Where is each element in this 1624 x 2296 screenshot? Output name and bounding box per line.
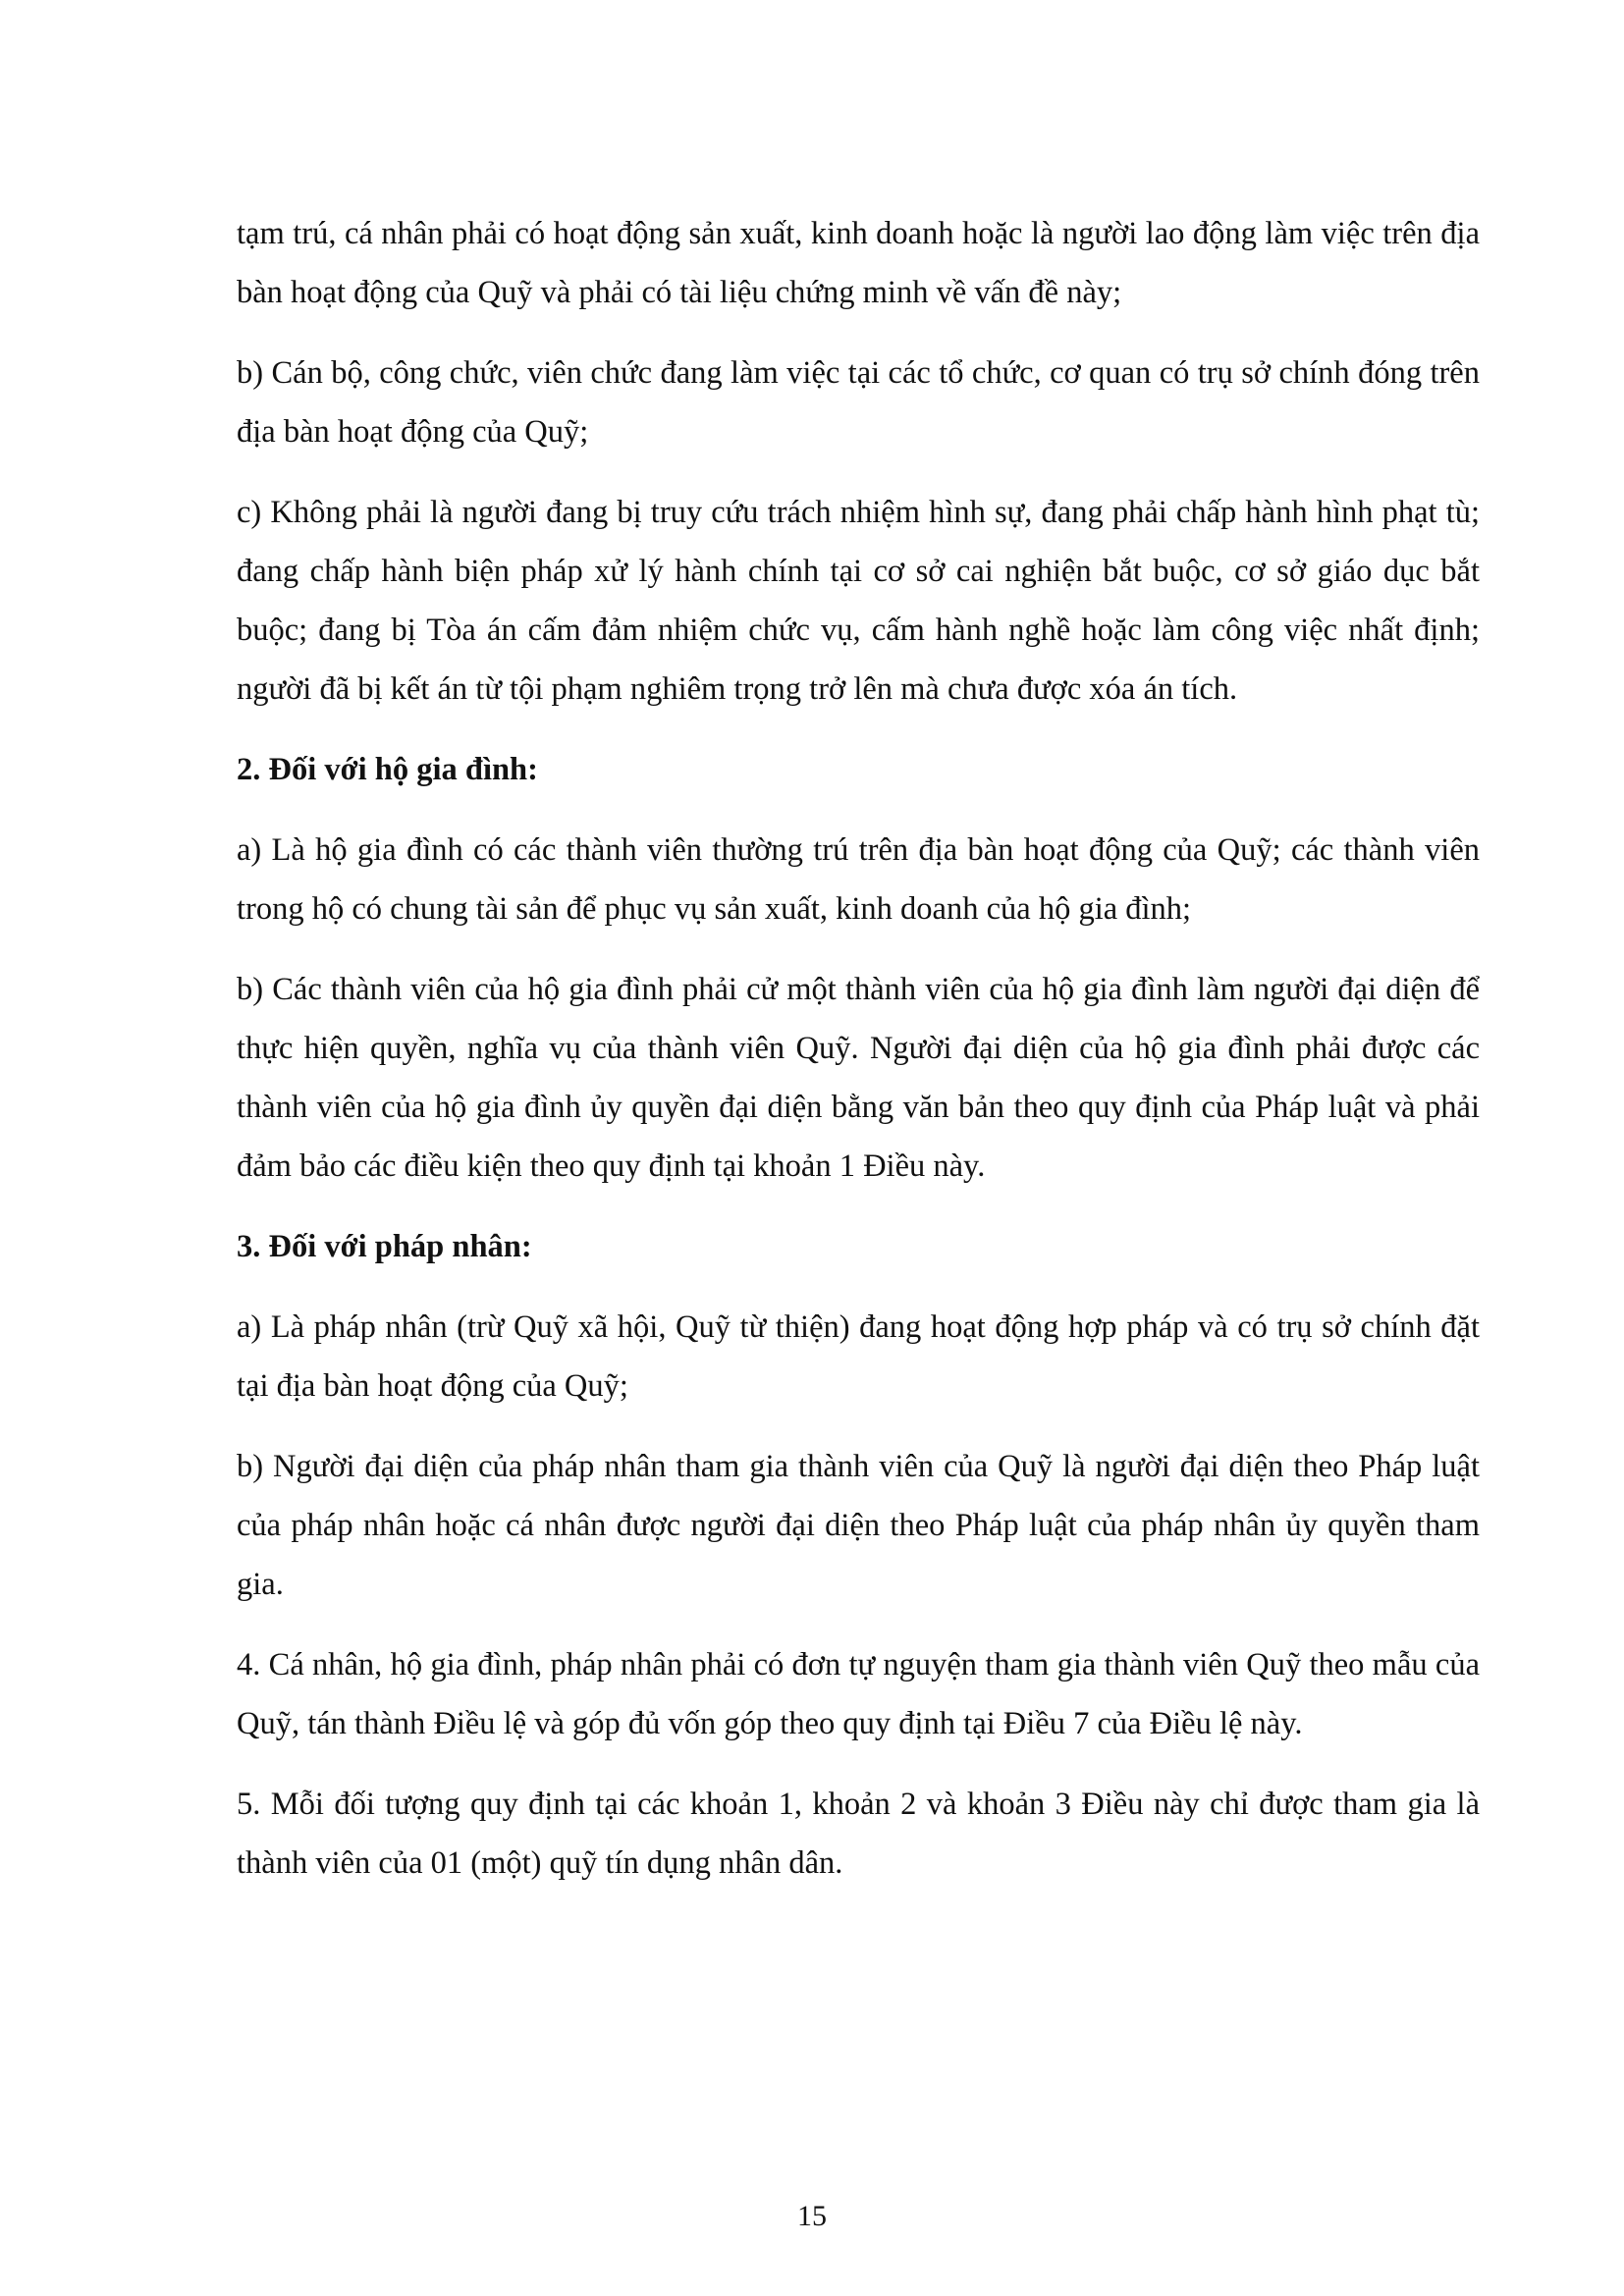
paragraph-1: tạm trú, cá nhân phải có hoạt động sản xuất, kinh doanh hoặc là người lao động làm việc trên địa bàn hoạt động của Quỹ và phải có tài liệu chứng minh về vấn đề này; [237, 216, 1480, 310]
paragraph-6: a) Là pháp nhân (trừ Quỹ xã hội, Quỹ từ thiện) đang hoạt động hợp pháp và có trụ sở chính đặt tại địa bàn hoạt động của Quỹ; [237, 1309, 1480, 1404]
paragraph-3: c) Không phải là người đang bị truy cứu trách nhiệm hình sự, đang phải chấp hành hình phạt tù; đang chấp hành biện pháp xử lý hành chính tại cơ sở cai nghiện bắt buộc, cơ sở giáo dục bắt buộc; đang bị Tòa án cấm đảm nhiệm chức vụ, cấm hành nghề hoặc làm công việc nhất định; người đã bị kết án từ tội phạm nghiêm trọng trở lên mà chưa được xóa án tích. [237, 495, 1480, 707]
paragraph-5: b) Các thành viên của hộ gia đình phải cử một thành viên của hộ gia đình làm người đại diện để thực hiện quyền, nghĩa vụ của thành viên Quỹ. Người đại diện của hộ gia đình phải được các thành viên của hộ gia đình ủy quyền đại diện bằng văn bản theo quy định của Pháp luật và phải đảm bảo các điều kiện theo quy định tại khoản 1 Điều này. [237, 972, 1480, 1184]
page-number: 15 [797, 2200, 827, 2232]
paragraph-8: 4. Cá nhân, hộ gia đình, pháp nhân phải có đơn tự nguyện tham gia thành viên Quỹ theo mẫu của Quỹ, tán thành Điều lệ và góp đủ vốn góp theo quy định tại Điều 7 của Điều lệ này. [237, 1647, 1480, 1741]
section-heading-3: 3. Đối với pháp nhân: [237, 1229, 532, 1264]
paragraph-9: 5. Mỗi đối tượng quy định tại các khoản 1, khoản 2 và khoản 3 Điều này chỉ được tham gia là thành viên của 01 (một) quỹ tín dụng nhân dân. [237, 1787, 1480, 1881]
paragraph-7: b) Người đại diện của pháp nhân tham gia thành viên của Quỹ là người đại diện theo Pháp luật của pháp nhân hoặc cá nhân được người đại diện theo Pháp luật của pháp nhân ủy quyền tham gia. [237, 1449, 1480, 1602]
paragraph-2: b) Cán bộ, công chức, viên chức đang làm việc tại các tổ chức, cơ quan có trụ sở chính đóng trên địa bàn hoạt động của Quỹ; [237, 355, 1480, 450]
document-body [237, 204, 1480, 1893]
paragraph-4: a) Là hộ gia đình có các thành viên thường trú trên địa bàn hoạt động của Quỹ; các thành viên trong hộ có chung tài sản để phục vụ sản xuất, kinh doanh của hộ gia đình; [237, 832, 1480, 927]
section-heading-2: 2. Đối với hộ gia đình: [237, 752, 538, 787]
